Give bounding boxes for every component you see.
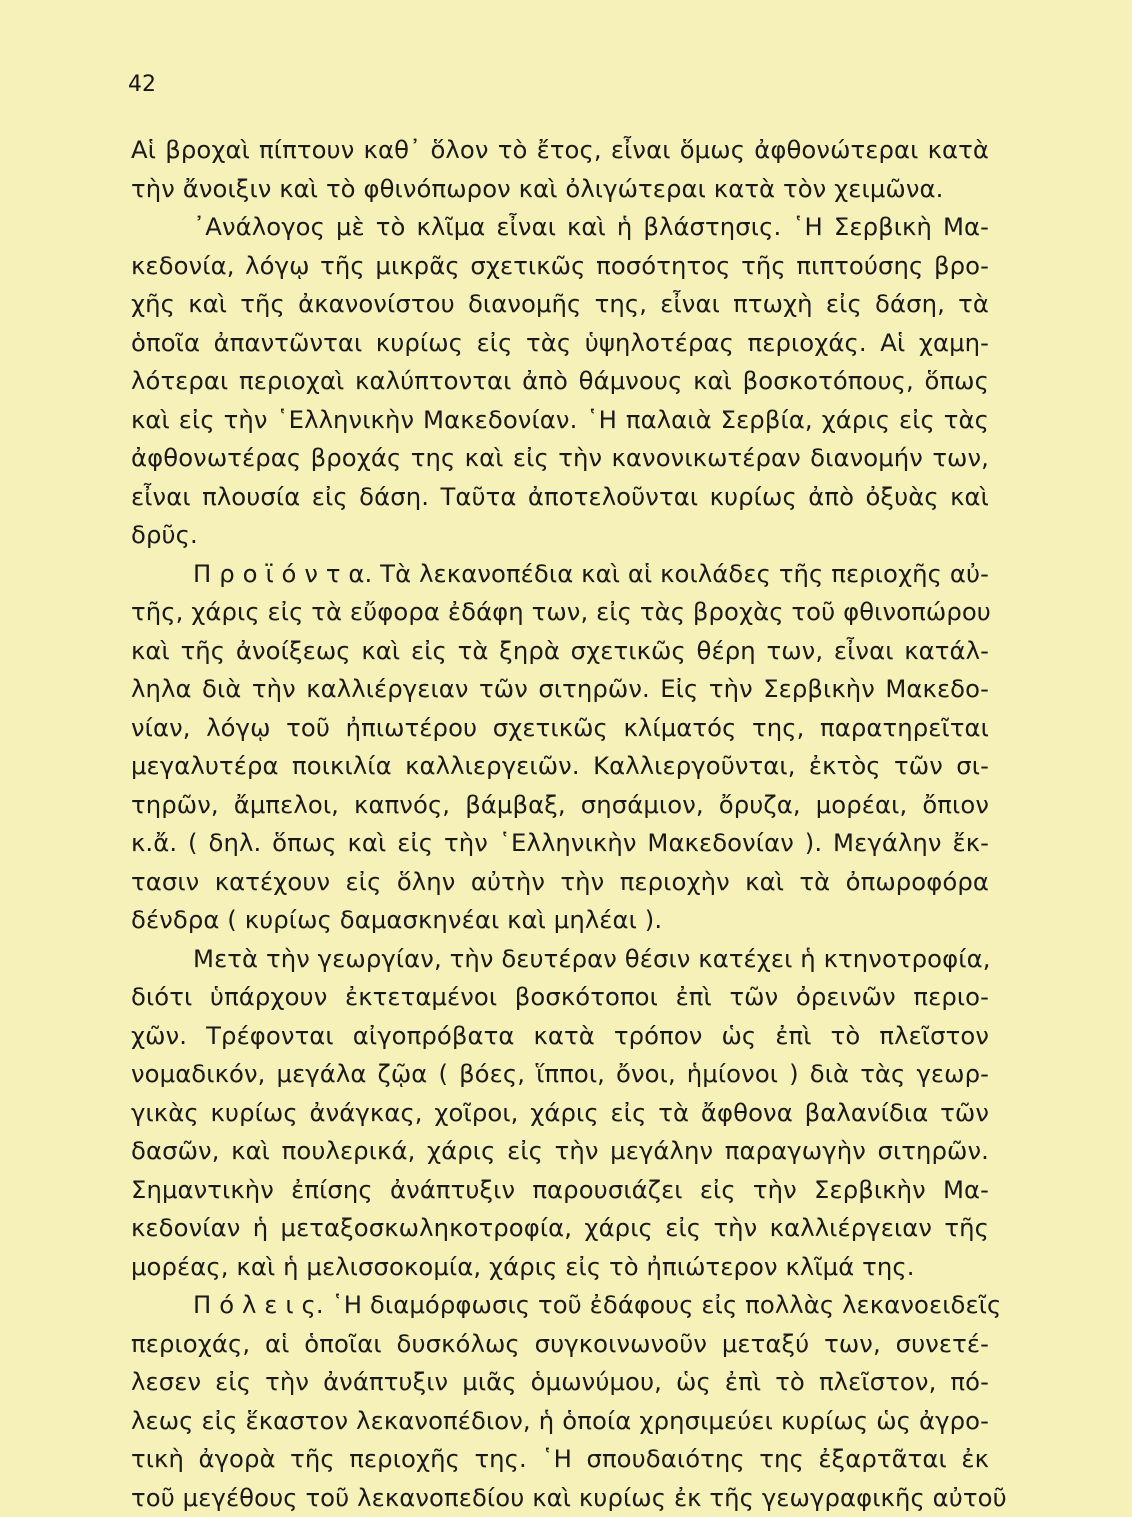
text-line: γικὰς κυρίως ἀνάγκας, χοῖροι, χάρις εἰς τὰ ἄφθονα βαλανίδια τῶν [131, 1094, 989, 1133]
text-line: ἀφθονωτέρας βροχάς της καὶ εἰς τὴν κανονικωτέραν διανομήν των, [131, 439, 989, 478]
text-line: τηρῶν, ἄμπελοι, καπνός, βάμβαξ, σησάμιον, ὄρυζα, μορέαι, ὄπιον [131, 786, 989, 825]
text-line: τοῦ μεγέθους τοῦ λεκανοπεδίου καὶ κυρίως ἐκ τῆς γεωγραφικῆς αὐτοῦ [131, 1479, 989, 1517]
text-line: κεδονίαν ἡ μεταξοσκωληκοτροφία, χάρις εἰς τὴν καλλιέργειαν τῆς [131, 1209, 989, 1248]
text-line: καὶ τῆς ἀνοίξεως καὶ εἰς τὰ ξηρὰ σχετικῶς θέρη των, εἶναι κατάλ- [131, 632, 989, 671]
text-line: τικὴ ἀγορὰ τῆς περιοχῆς της. ῾Η σπουδαιότης της ἐξαρτᾶται ἐκ [131, 1440, 989, 1479]
text-line: λεσεν εἰς τὴν ἀνάπτυξιν μιᾶς ὁμωνύμου, ὡς ἐπὶ τὸ πλεῖστον, πό- [131, 1363, 989, 1402]
text-line: τασιν κατέχουν εἰς ὅλην αὐτὴν τὴν περιοχὴν καὶ τὰ ὀπωροφόρα [131, 863, 989, 902]
text-line: μορέας, καὶ ἡ μελισσοκομία, χάρις εἰς τὸ ἠπιώτερον κλῖμά της. [131, 1248, 989, 1287]
text-line: χῶν. Τρέφονται αἰγοπρόβατα κατὰ τρόπον ὡς ἐπὶ τὸ πλεῖστον [131, 1017, 989, 1056]
text-line: δρῦς. [131, 516, 989, 555]
text-line: χῆς καὶ τῆς ἀκανονίστου διανομῆς της, εἶναι πτωχὴ εἰς δάση, τὰ [131, 285, 989, 324]
text-line: ληλα διὰ τὴν καλλιέργειαν τῶν σιτηρῶν. Εἰς τὴν Σερβικὴν Μακεδο- [131, 670, 989, 709]
text-line: μεγαλυτέρα ποικιλία καλλιεργειῶν. Καλλιεργοῦνται, ἐκτὸς τῶν σι- [131, 747, 989, 786]
text-line: λότεραι περιοχαὶ καλύπτονται ἀπὸ θάμνους καὶ βοσκοτόπους, ὅπως [131, 362, 989, 401]
text-line: Σημαντικὴν ἐπίσης ἀνάπτυξιν παρουσιάζει εἰς τὴν Σερβικὴν Μα- [131, 1171, 989, 1210]
text-line: νομαδικόν, μεγάλα ζῷα ( βόες, ἵπποι, ὄνοι, ἡμίονοι ) διὰ τὰς γεωρ- [131, 1055, 989, 1094]
text-line: τὴν ἄνοιξιν καὶ τὸ φθινόπωρον καὶ ὀλιγώτεραι κατὰ τὸν χειμῶνα. [131, 170, 989, 209]
text-line: εἶναι πλουσία εἰς δάση. Ταῦτα ἀποτελοῦνται κυρίως ἀπὸ ὀξυὰς καὶ [131, 478, 989, 517]
text-line: τῆς, χάρις εἰς τὰ εὔφορα ἐδάφη των, εἰς τὰς βροχὰς τοῦ φθινοπώρου [131, 593, 989, 632]
body-text [131, 131, 989, 1517]
text-line: Μετὰ τὴν γεωργίαν, τὴν δευτέραν θέσιν κατέχει ἡ κτηνοτροφία, [131, 940, 989, 979]
text-line: Π ό λ ε ι ς. ῾Η διαμόρφωσις τοῦ ἐδάφους εἰς πολλὰς λεκανοειδεῖς [131, 1286, 989, 1325]
text-line: διότι ὑπάρχουν ἐκτεταμένοι βοσκότοποι ἐπὶ τῶν ὀρεινῶν περιο- [131, 978, 989, 1017]
text-line: Π ρ ο ϊ ό ν τ α. Τὰ λεκανοπέδια καὶ αἱ κοιλάδες τῆς περιοχῆς αὐ- [131, 555, 989, 594]
text-line: περιοχάς, αἱ ὁποῖαι δυσκόλως συγκοινωνοῦν μεταξύ των, συνετέ- [131, 1325, 989, 1364]
text-line: ᾽Ανάλογος μὲ τὸ κλῖμα εἶναι καὶ ἡ βλάστησις. ῾Η Σερβικὴ Μα- [131, 208, 989, 247]
text-line: καὶ εἰς τὴν ῾Ελληνικὴν Μακεδονίαν. ῾Η παλαιὰ Σερβία, χάρις εἰς τὰς [131, 401, 989, 440]
text-line: νίαν, λόγῳ τοῦ ἠπιωτέρου σχετικῶς κλίματός της, παρατηρεῖται [131, 709, 989, 748]
text-line: δένδρα ( κυρίως δαμασκηνέαι καὶ μηλέαι ). [131, 901, 989, 940]
text-line: λεως εἰς ἕκαστον λεκανοπέδιον, ἡ ὁποία χρησιμεύει κυρίως ὡς ἀγρο- [131, 1402, 989, 1441]
text-line: δασῶν, καὶ πουλερικά, χάρις εἰς τὴν μεγάλην παραγωγὴν σιτηρῶν. [131, 1132, 989, 1171]
page-number: 42 [128, 72, 156, 97]
text-line: Αἱ βροχαὶ πίπτουν καθ᾽ ὅλον τὸ ἔτος, εἶναι ὅμως ἀφθονώτεραι κατὰ [131, 131, 989, 170]
text-line: ὁποῖα ἀπαντῶνται κυρίως εἰς τὰς ὑψηλοτέρας περιοχάς. Αἱ χαμη- [131, 324, 989, 363]
text-line: κεδονία, λόγῳ τῆς μικρᾶς σχετικῶς ποσότητος τῆς πιπτούσης βρο- [131, 247, 989, 286]
text-line: κ.ἄ. ( δηλ. ὅπως καὶ εἰς τὴν ῾Ελληνικὴν Μακεδονίαν ). Μεγάλην ἔκ- [131, 824, 989, 863]
